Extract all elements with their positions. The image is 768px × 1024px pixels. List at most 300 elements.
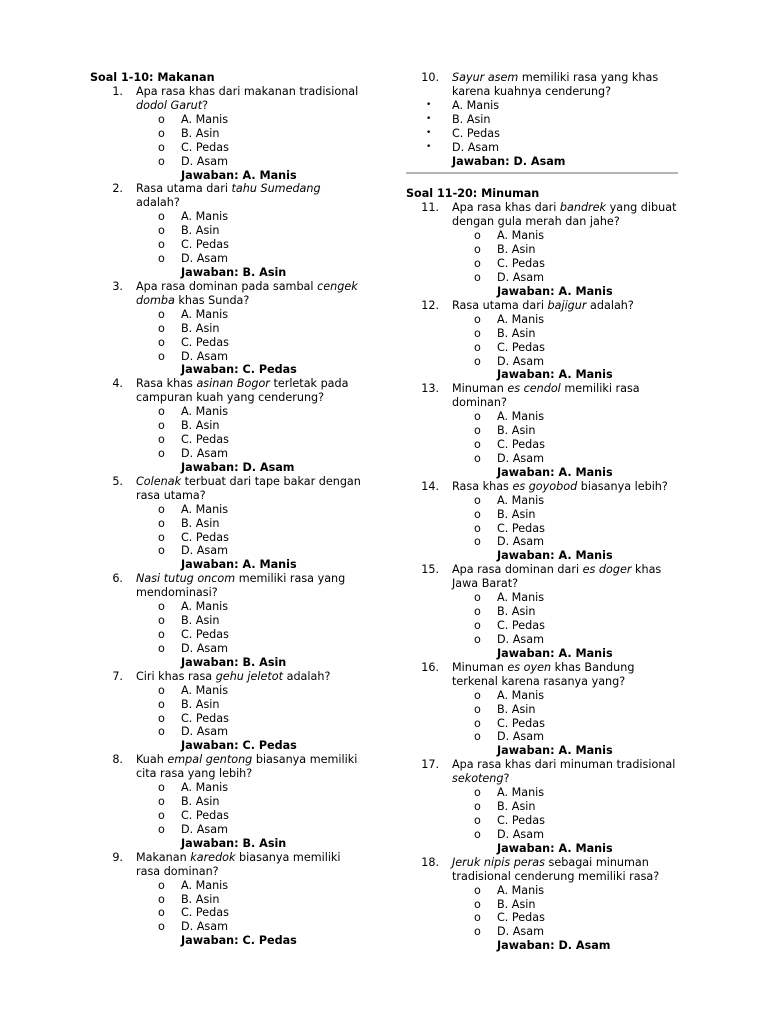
option-label: A. Manis xyxy=(181,502,229,516)
option-label: C. Pedas xyxy=(181,628,229,642)
question-line xyxy=(136,182,380,196)
text-segment: rasa utama? xyxy=(136,488,206,502)
option-label: D. Asam xyxy=(181,447,228,461)
text-segment: Rasa khas xyxy=(136,377,197,391)
question-number: 6. xyxy=(112,572,123,586)
question-line xyxy=(452,577,678,591)
option-label: A. Manis xyxy=(181,600,229,614)
circle-bullet-icon: o xyxy=(158,808,165,822)
italic-term: asinan Bogor xyxy=(196,377,270,391)
question-16 xyxy=(406,661,678,758)
question-number: 12. xyxy=(421,298,439,312)
option-label: C. Pedas xyxy=(497,521,545,535)
italic-term: karedok xyxy=(190,850,236,864)
answer-key: Jawaban: C. Pedas xyxy=(181,934,297,948)
question-line xyxy=(136,280,380,294)
text-segment: ? xyxy=(202,99,209,112)
answer-option xyxy=(158,822,380,837)
circle-bullet-icon: o xyxy=(158,795,165,809)
circle-bullet-icon: o xyxy=(158,600,165,614)
italic-term: domba xyxy=(136,293,175,307)
answer-key: Jawaban: A. Manis xyxy=(497,646,613,660)
text-segment: biasanya memiliki xyxy=(235,850,341,864)
question-line xyxy=(136,572,380,586)
option-label: A. Manis xyxy=(181,878,229,892)
question-line xyxy=(452,382,678,396)
answer-key: Jawaban: A. Manis xyxy=(497,285,613,299)
question-line xyxy=(136,391,380,405)
question-line xyxy=(452,215,678,229)
option-label: C. Pedas xyxy=(181,238,229,252)
option-label: C. Pedas xyxy=(181,906,229,920)
answer-option xyxy=(426,112,678,127)
option-label: B. Asin xyxy=(181,697,220,711)
question-number: 3. xyxy=(112,279,123,293)
answer-option xyxy=(474,911,678,925)
option-label: B. Asin xyxy=(181,892,220,906)
answer-key: Jawaban: A. Manis xyxy=(497,744,613,758)
circle-bullet-icon: o xyxy=(474,312,481,326)
circle-bullet-icon: o xyxy=(474,229,481,243)
answer-option xyxy=(158,126,380,141)
text-segment: Apa rasa dominan pada sambal xyxy=(136,279,318,293)
circle-bullet-icon: o xyxy=(158,822,165,836)
question-line xyxy=(136,475,380,489)
circle-bullet-icon: o xyxy=(474,410,481,424)
circle-bullet-icon: o xyxy=(158,419,165,433)
circle-bullet-icon: o xyxy=(474,438,481,452)
answer-option xyxy=(158,447,380,461)
question-line xyxy=(136,767,380,781)
text-segment: adalah? xyxy=(283,669,331,683)
question-10 xyxy=(406,71,678,168)
question-number: 15. xyxy=(421,563,439,577)
option-label: A. Manis xyxy=(497,688,545,702)
answer-option xyxy=(158,140,380,155)
option-label: C. Pedas xyxy=(181,808,229,822)
answer-option xyxy=(158,252,380,266)
option-label: B. Asin xyxy=(181,224,220,238)
answer-option xyxy=(474,493,678,508)
option-label: C. Pedas xyxy=(181,433,229,447)
answer-option xyxy=(426,140,678,155)
option-label: B. Asin xyxy=(497,702,536,716)
option-label: C. Pedas xyxy=(497,813,545,827)
section-title-minuman: Soal 11-20: Minuman xyxy=(406,187,540,201)
answer-key: Jawaban: A. Manis xyxy=(181,168,297,182)
text-segment: Kuah xyxy=(136,753,168,767)
answer-option xyxy=(158,697,380,712)
question-line xyxy=(452,758,678,772)
answer-option xyxy=(158,210,380,224)
question-line xyxy=(136,85,380,99)
question-line xyxy=(136,377,380,391)
circle-bullet-icon: o xyxy=(158,781,165,795)
answer-option xyxy=(474,340,678,355)
circle-bullet-icon: o xyxy=(158,433,165,447)
question-number: 16. xyxy=(421,660,439,674)
question-number: 2. xyxy=(112,182,123,196)
text-segment: khas xyxy=(631,563,662,577)
circle-bullet-icon: o xyxy=(158,516,165,530)
option-label: D. Asam xyxy=(181,641,228,655)
answer-option xyxy=(474,535,678,549)
text-segment: biasanya lebih? xyxy=(577,479,668,493)
circle-bullet-icon: o xyxy=(158,641,165,655)
answer-option xyxy=(474,897,678,912)
option-label: B. Asin xyxy=(181,795,220,809)
circle-bullet-icon: o xyxy=(474,521,481,535)
answer-option xyxy=(158,781,380,795)
question-text xyxy=(112,474,380,503)
text-segment: khas Sunda? xyxy=(174,293,250,307)
option-label: B. Asin xyxy=(452,112,491,126)
option-label: C. Pedas xyxy=(497,619,545,633)
circle-bullet-icon: o xyxy=(474,257,481,271)
answer-option xyxy=(474,632,678,647)
answer-option xyxy=(474,271,678,285)
option-label: B. Asin xyxy=(497,507,536,521)
question-line xyxy=(452,71,678,85)
answer-option xyxy=(158,307,380,322)
question-number: 13. xyxy=(421,382,439,396)
answer-key: Jawaban: A. Manis xyxy=(497,368,613,382)
circle-bullet-icon: o xyxy=(158,238,165,252)
question-3 xyxy=(90,280,380,377)
text-segment: Makanan xyxy=(136,850,191,864)
answer-option xyxy=(474,521,678,536)
option-label: C. Pedas xyxy=(497,438,545,452)
circle-bullet-icon: o xyxy=(158,530,165,544)
question-text xyxy=(112,572,380,600)
answer-option xyxy=(158,516,380,531)
option-label: A. Manis xyxy=(497,883,545,897)
text-segment: Ciri khas rasa xyxy=(136,669,216,683)
question-line xyxy=(136,489,380,503)
question-line xyxy=(452,480,678,494)
text-segment: dengan gula merah dan jahe? xyxy=(452,215,620,229)
question-17 xyxy=(406,758,678,855)
circle-bullet-icon: o xyxy=(158,502,165,516)
question-9 xyxy=(90,851,380,948)
answer-option xyxy=(426,99,678,113)
question-text xyxy=(421,758,678,786)
circle-bullet-icon: o xyxy=(474,271,481,285)
question-line xyxy=(452,856,678,870)
answer-option xyxy=(158,321,380,336)
answer-option xyxy=(474,716,678,731)
answer-option xyxy=(158,224,380,238)
answer-option xyxy=(158,808,380,823)
question-line xyxy=(452,675,678,689)
question-line xyxy=(452,396,678,410)
question-6 xyxy=(90,572,380,669)
answer-key: Jawaban: B. Asin xyxy=(181,266,287,280)
option-label: B. Asin xyxy=(181,321,220,335)
question-18 xyxy=(406,856,678,953)
text-segment: Apa rasa khas dari minuman tradisional xyxy=(452,758,676,772)
circle-bullet-icon: o xyxy=(474,730,481,744)
text-segment: dominan? xyxy=(452,396,507,410)
question-number: 9. xyxy=(112,850,123,864)
question-2 xyxy=(90,182,380,279)
circle-bullet-icon: o xyxy=(474,911,481,925)
answer-option xyxy=(474,786,678,800)
dot-bullet-icon: • xyxy=(426,100,432,110)
italic-term: bajigur xyxy=(547,298,587,312)
text-segment: mendominasi? xyxy=(136,586,218,600)
question-line xyxy=(136,865,380,879)
circle-bullet-icon: o xyxy=(474,591,481,605)
answer-option xyxy=(474,800,678,814)
question-line xyxy=(136,851,380,865)
circle-bullet-icon: o xyxy=(474,619,481,633)
answer-option xyxy=(474,257,678,271)
text-segment: memiliki rasa yang khas xyxy=(518,71,659,84)
question-line xyxy=(452,299,678,313)
italic-term: es goyobod xyxy=(512,479,578,493)
question-text xyxy=(112,669,380,684)
answer-option xyxy=(474,605,678,619)
circle-bullet-icon: o xyxy=(474,424,481,438)
circle-bullet-icon: o xyxy=(474,493,481,507)
answer-option xyxy=(158,113,380,127)
italic-term: sekoteng xyxy=(452,772,504,786)
circle-bullet-icon: o xyxy=(474,632,481,646)
option-label: C. Pedas xyxy=(181,140,229,154)
text-segment: ? xyxy=(503,772,510,786)
question-7 xyxy=(90,670,380,753)
question-number: 8. xyxy=(112,753,123,767)
answer-option xyxy=(474,424,678,438)
circle-bullet-icon: o xyxy=(158,614,165,628)
answer-option xyxy=(158,405,380,419)
italic-term: gehu jeletot xyxy=(215,669,284,683)
italic-term: es oyen xyxy=(507,660,552,674)
answer-option xyxy=(474,229,678,243)
answer-option xyxy=(474,883,678,898)
option-label: C. Pedas xyxy=(497,911,545,925)
circle-bullet-icon: o xyxy=(158,349,165,363)
question-text xyxy=(421,382,678,410)
option-label: D. Asam xyxy=(497,452,544,466)
answer-option xyxy=(158,544,380,558)
answer-option xyxy=(474,827,678,842)
option-label: D. Asam xyxy=(181,252,228,266)
circle-bullet-icon: o xyxy=(158,697,165,711)
question-12 xyxy=(406,299,678,382)
question-list-minuman xyxy=(406,201,678,953)
text-segment: campuran kuah yang cenderung? xyxy=(136,391,325,405)
circle-bullet-icon: o xyxy=(474,535,481,549)
question-8 xyxy=(90,753,380,850)
option-label: B. Asin xyxy=(497,326,536,340)
answer-key: Jawaban: D. Asam xyxy=(452,154,566,168)
question-line xyxy=(136,99,380,113)
answer-key: Jawaban: B. Asin xyxy=(181,655,287,669)
question-text xyxy=(112,377,380,405)
circle-bullet-icon: o xyxy=(474,452,481,466)
answer-key: Jawaban: D. Asam xyxy=(497,939,611,953)
circle-bullet-icon: o xyxy=(158,683,165,697)
option-label: D. Asam xyxy=(181,822,228,836)
option-label: B. Asin xyxy=(497,800,536,814)
option-label: D. Asam xyxy=(497,730,544,744)
answer-option xyxy=(158,641,380,656)
option-label: C. Pedas xyxy=(497,716,545,730)
question-text xyxy=(421,855,678,884)
text-segment: terletak pada xyxy=(269,377,349,391)
answer-option xyxy=(474,326,678,341)
answer-option xyxy=(158,419,380,433)
italic-term: es doger xyxy=(582,563,632,577)
option-label: A. Manis xyxy=(181,405,229,419)
text-segment: adalah? xyxy=(136,196,180,210)
text-segment: terkenal karena rasanya yang? xyxy=(452,674,626,688)
text-segment: Minuman xyxy=(452,382,508,396)
question-line xyxy=(452,85,678,99)
text-segment: Jawa Barat? xyxy=(452,577,519,591)
circle-bullet-icon: o xyxy=(474,813,481,827)
option-label: B. Asin xyxy=(181,516,220,530)
option-label: C. Pedas xyxy=(181,711,229,725)
circle-bullet-icon: o xyxy=(158,405,165,419)
option-list xyxy=(406,99,678,155)
option-label: D. Asam xyxy=(497,271,544,285)
text-segment: karena kuahnya cenderung? xyxy=(452,85,612,98)
option-label: D. Asam xyxy=(497,354,544,368)
text-segment: rasa dominan? xyxy=(136,864,219,878)
question-number: 18. xyxy=(421,855,439,869)
circle-bullet-icon: o xyxy=(158,210,165,224)
option-label: A. Manis xyxy=(497,312,545,326)
option-label: A. Manis xyxy=(181,210,229,224)
option-label: D. Asam xyxy=(181,725,228,739)
text-segment: memiliki rasa xyxy=(560,382,640,396)
answer-option xyxy=(474,410,678,424)
text-segment: Rasa khas xyxy=(452,479,513,493)
circle-bullet-icon: o xyxy=(158,878,165,892)
answer-option xyxy=(474,925,678,939)
option-label: A. Manis xyxy=(181,113,229,126)
option-label: B. Asin xyxy=(497,605,536,619)
italic-term: empal gentong xyxy=(167,753,253,767)
answer-option xyxy=(158,614,380,628)
left-column xyxy=(90,71,380,948)
answer-option xyxy=(158,238,380,252)
circle-bullet-icon: o xyxy=(474,827,481,841)
answer-option xyxy=(158,349,380,364)
question-text xyxy=(421,479,678,494)
option-label: D. Asam xyxy=(181,154,228,168)
circle-bullet-icon: o xyxy=(474,883,481,897)
option-label: A. Manis xyxy=(497,410,545,424)
answer-option xyxy=(426,126,678,141)
dot-bullet-icon: • xyxy=(426,113,432,124)
text-segment: memiliki rasa yang xyxy=(235,572,346,586)
question-line xyxy=(452,563,678,577)
question-11 xyxy=(406,201,678,298)
option-label: C. Pedas xyxy=(497,340,545,354)
italic-term: es cendol xyxy=(507,382,561,396)
circle-bullet-icon: o xyxy=(474,326,481,340)
answer-option xyxy=(474,619,678,633)
text-segment: Apa rasa khas dari makanan tradisional xyxy=(136,85,359,98)
circle-bullet-icon: o xyxy=(474,800,481,814)
italic-term: cengek xyxy=(317,279,358,293)
circle-bullet-icon: o xyxy=(158,140,165,154)
italic-term: dodol Garut xyxy=(136,99,203,112)
circle-bullet-icon: o xyxy=(158,711,165,725)
question-number: 5. xyxy=(112,474,123,488)
italic-term: Sayur asem xyxy=(452,71,519,84)
answer-option xyxy=(474,688,678,703)
circle-bullet-icon: o xyxy=(474,340,481,354)
right-column xyxy=(406,71,678,953)
option-label: D. Asam xyxy=(497,827,544,841)
italic-term: Colenak xyxy=(136,474,182,488)
question-text xyxy=(112,753,380,781)
circle-bullet-icon: o xyxy=(158,154,165,168)
italic-term: Jeruk nipis peras xyxy=(452,855,545,869)
question-14 xyxy=(406,480,678,563)
circle-bullet-icon: o xyxy=(474,354,481,368)
question-line xyxy=(136,294,380,308)
option-label: A. Manis xyxy=(497,493,545,507)
question-number: 7. xyxy=(112,669,123,683)
text-segment: khas Bandung xyxy=(551,660,635,674)
answer-option xyxy=(158,711,380,726)
circle-bullet-icon: o xyxy=(158,252,165,266)
option-label: D. Asam xyxy=(181,544,228,558)
question-line xyxy=(136,753,380,767)
question-text xyxy=(112,85,380,113)
question-text xyxy=(112,279,380,308)
circle-bullet-icon: o xyxy=(158,628,165,642)
option-label: D. Asam xyxy=(497,535,544,549)
option-label: A. Manis xyxy=(181,307,229,321)
question-number: 11. xyxy=(421,201,439,215)
dot-bullet-icon: • xyxy=(426,141,432,152)
question-15 xyxy=(406,563,678,660)
option-label: D. Asam xyxy=(497,632,544,646)
circle-bullet-icon: o xyxy=(158,321,165,335)
circle-bullet-icon: o xyxy=(158,126,165,140)
circle-bullet-icon: o xyxy=(158,224,165,238)
circle-bullet-icon: o xyxy=(474,688,481,702)
text-segment: Rasa utama dari xyxy=(452,298,548,312)
circle-bullet-icon: o xyxy=(158,892,165,906)
answer-option xyxy=(158,892,380,907)
option-label: B. Asin xyxy=(497,424,536,438)
dot-bullet-icon: • xyxy=(426,127,432,138)
option-label: A. Manis xyxy=(181,683,229,697)
circle-bullet-icon: o xyxy=(474,243,481,257)
answer-option xyxy=(158,920,380,934)
answer-option xyxy=(474,243,678,257)
answer-option xyxy=(158,683,380,698)
circle-bullet-icon: o xyxy=(158,335,165,349)
question-line xyxy=(452,661,678,675)
circle-bullet-icon: o xyxy=(474,897,481,911)
answer-key: Jawaban: D. Asam xyxy=(181,460,295,474)
option-label: A. Manis xyxy=(181,781,229,795)
answer-option xyxy=(158,628,380,642)
answer-option xyxy=(158,502,380,517)
text-segment: cita rasa yang lebih? xyxy=(136,767,253,781)
option-label: A. Manis xyxy=(497,786,545,800)
circle-bullet-icon: o xyxy=(158,544,165,558)
